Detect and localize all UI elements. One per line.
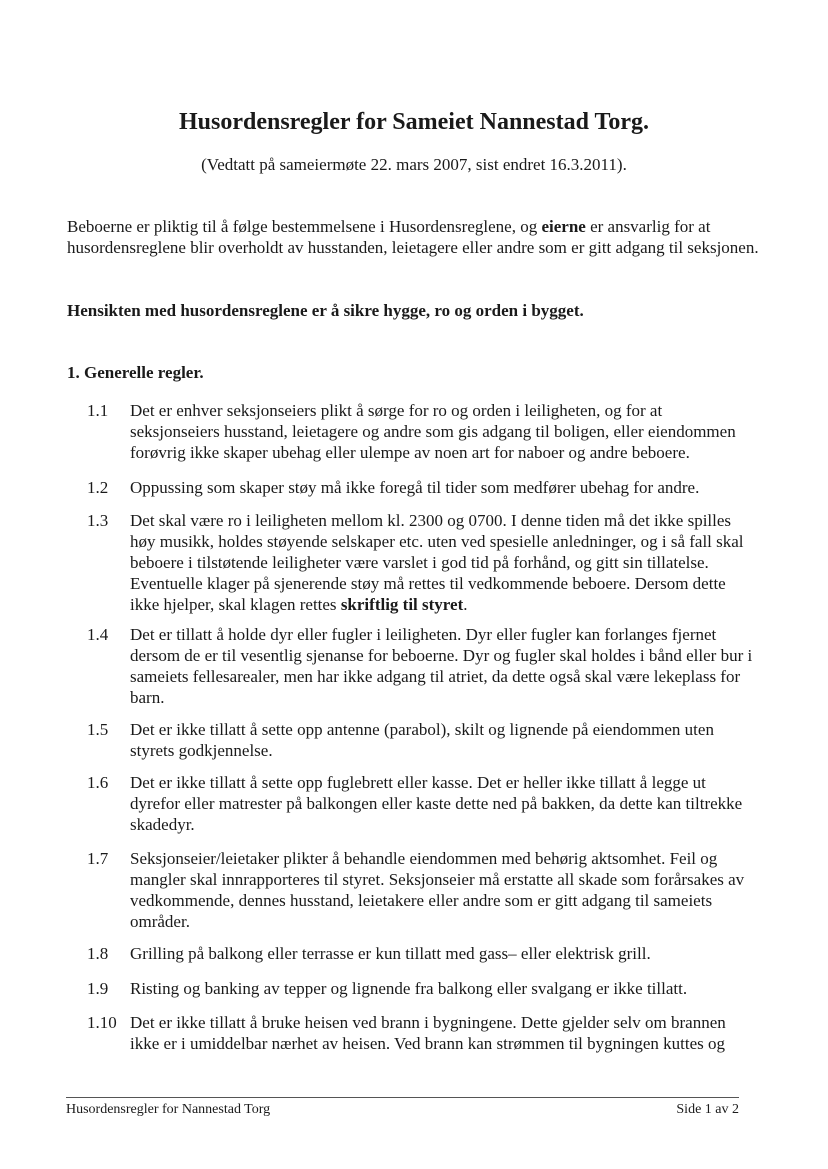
intro-paragraph [67,216,767,258]
document-subtitle: (Vedtatt på sameiermøte 22. mars 2007, sist endret 16.3.2011). [201,155,627,174]
rule-text: Det er ikke tillatt å sette opp antenne (parabol), skilt og lignende på eiendommen uten styrets godkjennelse. [130,720,714,760]
rule-number: 1.1 [87,401,109,420]
intro-text-2: er ansvarlig for at husordensreglene blir overholdt av husstanden, leietagere eller andre som er gitt adgang til seksjonen. [67,217,759,257]
rule-text: Grilling på balkong eller terrasse er kun tillatt med gass– eller elektrisk grill. [130,944,651,963]
rule-text-tail: . [463,595,468,614]
rule-number: 1.4 [87,625,109,644]
rule-number: 1.9 [87,979,109,998]
rule-text [130,510,755,615]
section-heading: 1. Generelle regler. [67,363,204,382]
rule-number: 1.7 [87,849,109,868]
rule-number: 1.2 [87,478,109,497]
rule-text: Det er ikke tillatt å bruke heisen ved brann i bygningene. Dette gjelder selv om brannen ikke er i umiddelbar nærhet av heisen. Ved brann kan strømmen til bygningen kuttes og [130,1013,726,1053]
rule-text: Oppussing som skaper støy må ikke foregå til tider som medfører ubehag for andre. [130,478,700,497]
footer-divider [66,1097,739,1098]
intro-text-1: Beboerne er pliktig til å følge bestemmelsene i Husordensreglene, og [67,217,542,236]
rule-text: Det er tillatt å holde dyr eller fugler i leiligheten. Dyr eller fugler kan forlanges fjernet dersom de er til vesentlig sjenanse for beboerne. Dyr og fugler skal holdes i bånd eller bur i sameiets fellesarealer, men har ikke adgang til atriet, da dette også skal være lekeplass for barn. [130,625,753,707]
rule-text: Det er ikke tillatt å sette opp fuglebrett eller kasse. Det er heller ikke tillatt å legge ut dyrefor eller matrester på balkongen eller kaste dette ned på bakken, da dette kan tiltrekke skadedyr. [130,773,743,834]
footer-document-name: Husordensregler for Nannestad Torg [66,1102,271,1117]
rule-text: Seksjonseier/leietaker plikter å behandle eiendommen med behørig aktsomhet. Feil og mangler skal innrapporteres til styret. Seksjonseier må erstatte all skade som forårsakes av vedkommende, dennes husstand, leietakere eller andre som er gitt adgang til sameiets områder. [130,849,745,931]
rule-number: 1.3 [87,511,109,530]
rule-bold-text: skriftlig til styret [340,595,464,614]
rule-number: 1.5 [87,720,109,739]
rule-number: 1.6 [87,773,109,792]
intro-bold-text: eierne [541,217,586,236]
rule-text: Risting og banking av tepper og lignende fra balkong eller svalgang er ikke tillatt. [130,979,688,998]
footer-page-number: Side 1 av 2 [676,1102,739,1117]
rule-number: 1.8 [87,944,109,963]
rule-text: Det er enhver seksjonseiers plikt å sørge for ro og orden i leiligheten, og for at seksjonseiers husstand, leietagere og andre som gis adgang til boligen, eller eiendommen forøvrig ikke skaper ubehag eller ulempe av noen art for naboer og andre beboere. [130,401,736,462]
rule-number: 1.10 [87,1013,117,1032]
document-title: Husordensregler for Sameiet Nannestad Torg. [178,109,649,135]
rule-text-main: Det skal være ro i leiligheten mellom kl. 2300 og 0700. I denne tiden må det ikke spilles høy musikk, holdes støyende selskaper etc. uten ved spesielle anledninger, og i så fall skal beboere i tilstøtende leiligheter være varslet i god tid på forhånd, og gitt sin tillatelse. Eventuelle klager på sjenerende støy må rettes til vedkommende beboere. Dersom dette ikke hjelper, skal klagen rettes [130,511,744,614]
purpose-statement: Hensikten med husordensreglene er å sikre hygge, ro og orden i bygget. [67,301,584,320]
